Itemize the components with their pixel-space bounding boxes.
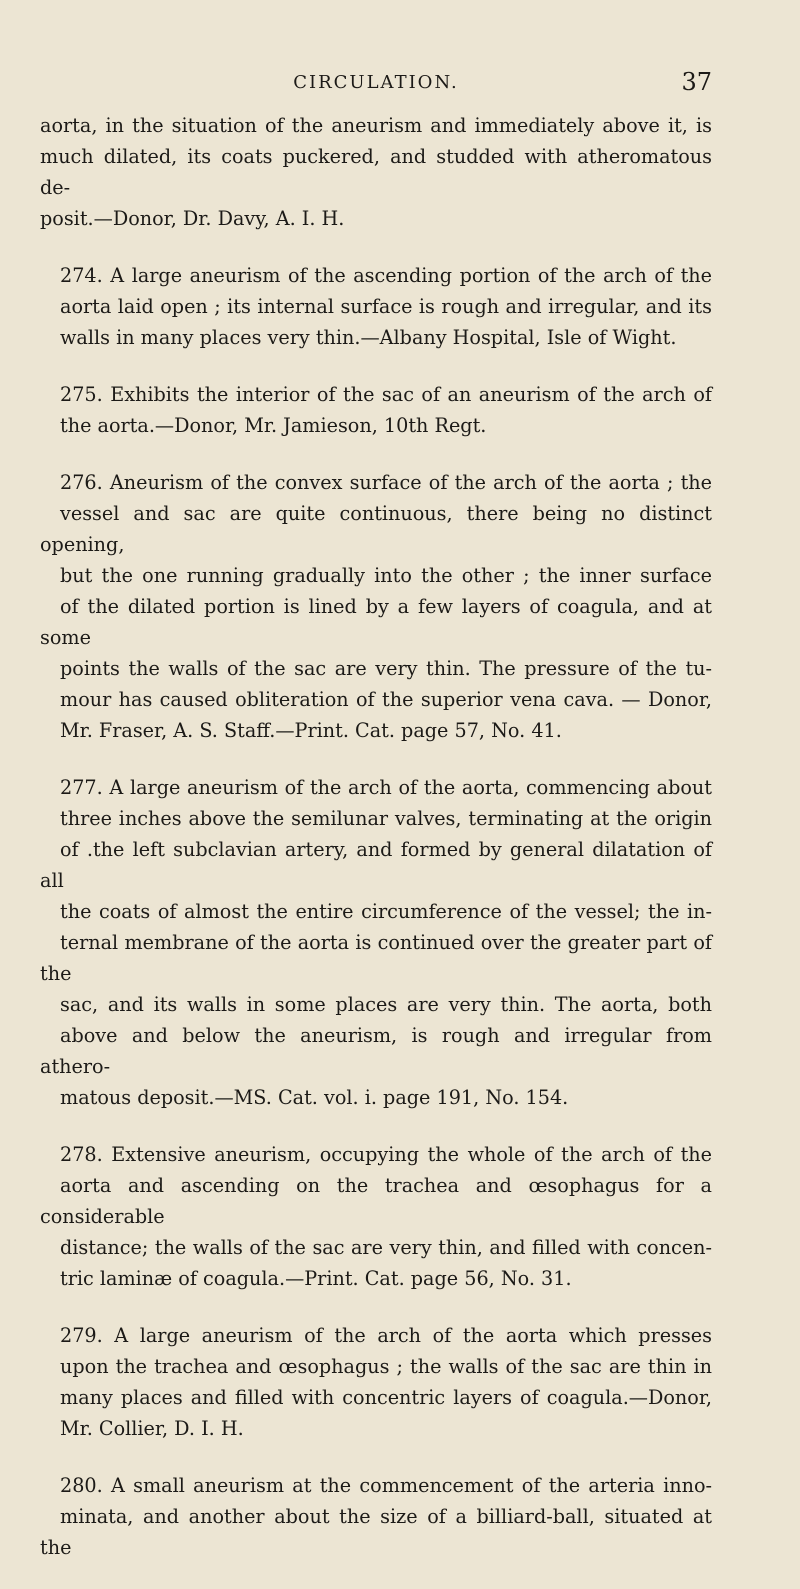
text-line: Mr. Collier, D. I. H.	[60, 1417, 244, 1440]
text-line: aorta and ascending on the trachea and œsophagus for a considerable	[40, 1174, 712, 1228]
text-line: minata, and another about the size of a billiard-ball, situated at the	[40, 1505, 712, 1559]
catalogue-entry-276	[40, 467, 712, 746]
paragraph-continuation	[40, 110, 712, 234]
text-line: distance; the walls of the sac are very thin, and filled with concen-	[60, 1236, 712, 1259]
text-line: three inches above the semilunar valves, terminating at the origin	[60, 807, 712, 830]
text-line: aorta laid open ; its internal surface is rough and irregular, and its	[60, 295, 712, 318]
catalogue-entry-277	[40, 772, 712, 1113]
text-line: above and below the aneurism, is rough and irregular from athero-	[40, 1024, 712, 1078]
text-line: mour has caused obliteration of the superior vena cava. — Donor,	[60, 688, 712, 711]
text-line: of the dilated portion is lined by a few layers of coagula, and at some	[40, 595, 712, 649]
catalogue-entry-279	[40, 1320, 712, 1444]
text-line: points the walls of the sac are very thin. The pressure of the tu-	[60, 657, 712, 680]
text-line: ternal membrane of the aorta is continued over the greater part of the	[40, 931, 712, 985]
catalogue-entry-278	[40, 1139, 712, 1294]
catalogue-entry-274	[40, 260, 712, 353]
text-line: the aorta.—Donor, Mr. Jamieson, 10th Regt.	[60, 414, 487, 437]
text-body	[40, 110, 712, 1589]
text-line: walls in many places very thin.—Albany Hospital, Isle of Wight.	[60, 326, 677, 349]
text-line: 277. A large aneurism of the arch of the aorta, commencing about	[60, 776, 712, 799]
text-line: tric laminæ of coagula.—Print. Cat. page 56, No. 31.	[60, 1267, 572, 1290]
text-line: 275. Exhibits the interior of the sac of an aneurism of the arch of	[60, 383, 712, 406]
text-line: 276. Aneurism of the convex surface of the arch of the aorta ; the	[60, 471, 712, 494]
text-line: posit.—Donor, Dr. Davy, A. I. H.	[40, 207, 345, 230]
text-line: vessel and sac are quite continuous, there being no distinct opening,	[40, 502, 712, 556]
text-line: sac, and its walls in some places are very thin. The aorta, both	[60, 993, 712, 1016]
catalogue-entry-275	[40, 379, 712, 441]
running-title: CIRCULATION.	[293, 72, 459, 93]
text-line: the coats of almost the entire circumference of the vessel; the in-	[60, 900, 712, 923]
text-line: 278. Extensive aneurism, occupying the whole of the arch of the	[60, 1143, 712, 1166]
text-line: Mr. Fraser, A. S. Staff.—Print. Cat. page 57, No. 41.	[60, 719, 562, 742]
text-line: much dilated, its coats puckered, and studded with atheromatous de-	[40, 145, 712, 199]
text-line: 279. A large aneurism of the arch of the aorta which presses	[60, 1324, 712, 1347]
text-line: many places and filled with concentric layers of coagula.—Donor,	[60, 1386, 712, 1409]
text-line: aorta, in the situation of the aneurism and immediately above it, is	[40, 114, 712, 137]
catalogue-entry-280	[40, 1470, 712, 1563]
text-line: but the one running gradually into the other ; the inner surface	[60, 564, 712, 587]
text-line: upon the trachea and œsophagus ; the walls of the sac are thin in	[60, 1355, 712, 1378]
text-line: of .the left subclavian artery, and formed by general dilatation of all	[40, 838, 712, 892]
text-line: 280. A small aneurism at the commencement of the arteria inno-	[60, 1474, 712, 1497]
text-line: 274. A large aneurism of the ascending portion of the arch of the	[60, 264, 712, 287]
page-number: 37	[681, 68, 712, 96]
text-line: matous deposit.—MS. Cat. vol. i. page 191, No. 154.	[60, 1086, 569, 1109]
running-head	[40, 68, 712, 102]
